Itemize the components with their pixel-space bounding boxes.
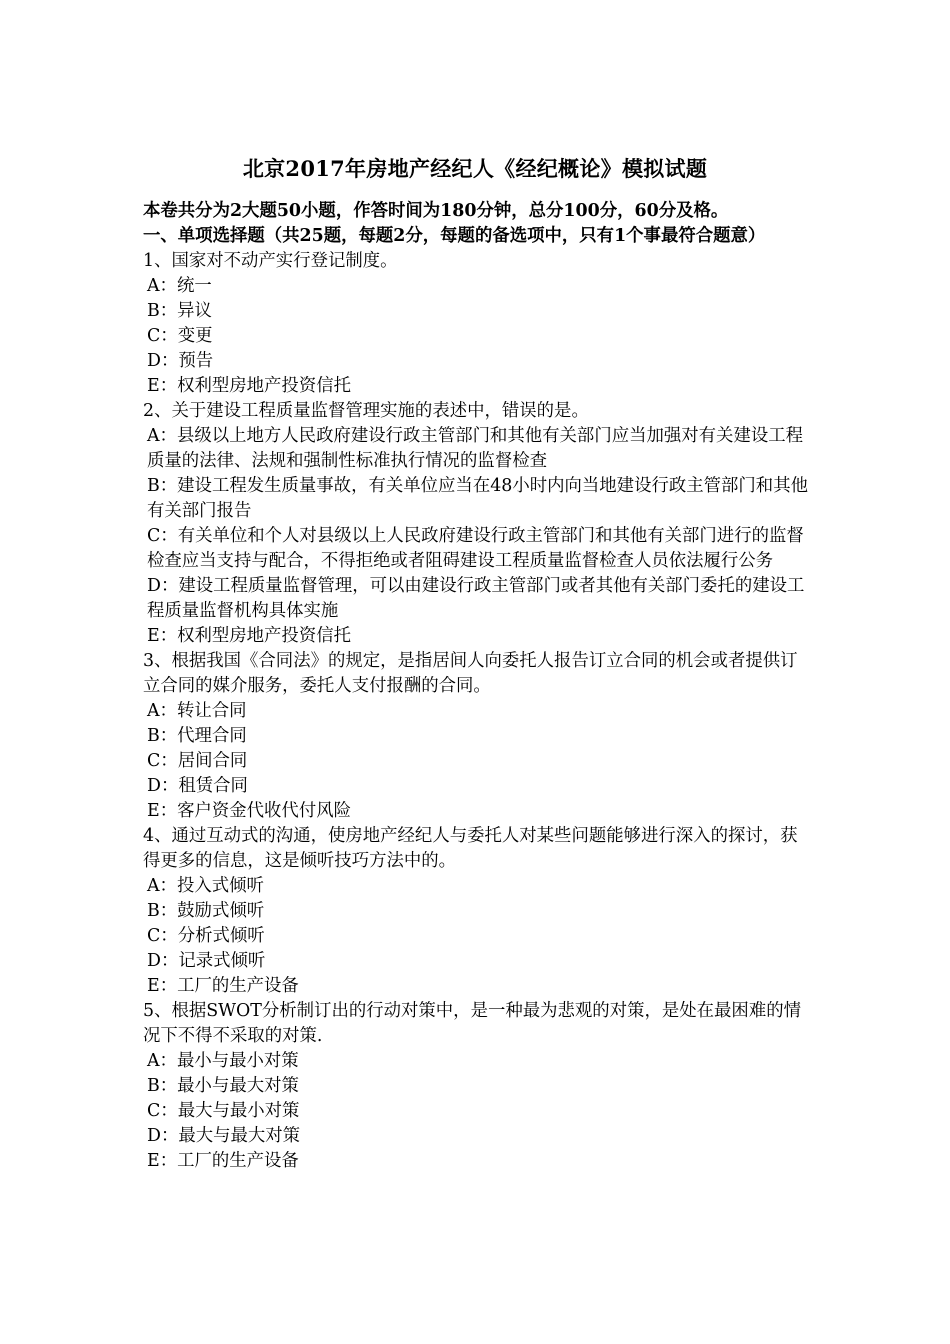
option-b: B：鼓励式倾听 xyxy=(147,901,265,921)
option-a: A：县级以上地方人民政府建设行政主管部门和其他有关部门应当加强对有关建设工程质量的法律、法规和强制性标准执行情况的监督检查 xyxy=(147,426,804,471)
page-title: 北京2017年房地产经纪人《经纪概论》模拟试题 xyxy=(242,156,708,181)
option-b: B：代理合同 xyxy=(147,726,247,746)
question-stem: 3、根据我国《合同法》的规定，是指居间人向委托人报告订立合同的机会或者提供订立合同的媒介服务，委托人支付报酬的合同。 xyxy=(143,651,798,696)
option-d: D：租赁合同 xyxy=(147,776,248,796)
option-e: E：工厂的生产设备 xyxy=(147,976,299,996)
option-a: A：统一 xyxy=(147,276,212,296)
option-a: A：转让合同 xyxy=(147,701,247,721)
option-b: B：异议 xyxy=(147,301,212,321)
option-c: C：有关单位和个人对县级以上人民政府建设行政主管部门和其他有关部门进行的监督检查应当支持与配合，不得拒绝或者阻碍建设工程质量监督检查人员依法履行公务 xyxy=(147,526,804,571)
option-a: A：投入式倾听 xyxy=(147,876,264,896)
section-heading: 一、单项选择题（共25题，每题2分，每题的备选项中，只有1个事最符合题意） xyxy=(143,226,766,246)
question-block xyxy=(143,249,811,399)
option-c: C：分析式倾听 xyxy=(147,926,265,946)
document-body xyxy=(143,199,811,1174)
question-block xyxy=(143,824,811,999)
question-stem: 2、关于建设工程质量监督管理实施的表述中，错误的是。 xyxy=(143,401,589,421)
option-e: E：权利型房地产投资信托 xyxy=(147,376,351,396)
question-stem: 1、国家对不动产实行登记制度。 xyxy=(143,251,398,271)
option-a: A：最小与最小对策 xyxy=(147,1051,299,1071)
option-d: D：建设工程质量监督管理，可以由建设行政主管部门或者其他有关部门委托的建设工程质量监督机构具体实施 xyxy=(147,576,805,621)
option-e: E：客户资金代收代付风险 xyxy=(147,801,351,821)
option-c: C：居间合同 xyxy=(147,751,248,771)
question-block xyxy=(143,649,811,824)
question-stem: 5、根据SWOT分析制订出的行动对策中，是一种最为悲观的对策，是处在最困难的情况下不得不采取的对策. xyxy=(143,1001,801,1046)
option-d: D：记录式倾听 xyxy=(147,951,266,971)
option-d: D：最大与最大对策 xyxy=(147,1126,301,1146)
option-c: C：最大与最小对策 xyxy=(147,1101,300,1121)
option-e: E：权利型房地产投资信托 xyxy=(147,626,351,646)
option-e: E：工厂的生产设备 xyxy=(147,1151,299,1171)
option-b: B：最小与最大对策 xyxy=(147,1076,299,1096)
option-d: D：预告 xyxy=(147,351,214,371)
option-c: C：变更 xyxy=(147,326,213,346)
option-b: B：建设工程发生质量事故，有关单位应当在48小时内向当地建设行政主管部门和其他有关部门报告 xyxy=(147,476,808,521)
question-block xyxy=(143,999,811,1174)
exam-intro: 本卷共分为2大题50小题，作答时间为180分钟，总分100分，60分及格。 xyxy=(143,201,729,221)
question-block xyxy=(143,399,811,649)
question-stem: 4、通过互动式的沟通，使房地产经纪人与委托人对某些问题能够进行深入的探讨，获得更多的信息，这是倾听技巧方法中的。 xyxy=(143,826,798,871)
